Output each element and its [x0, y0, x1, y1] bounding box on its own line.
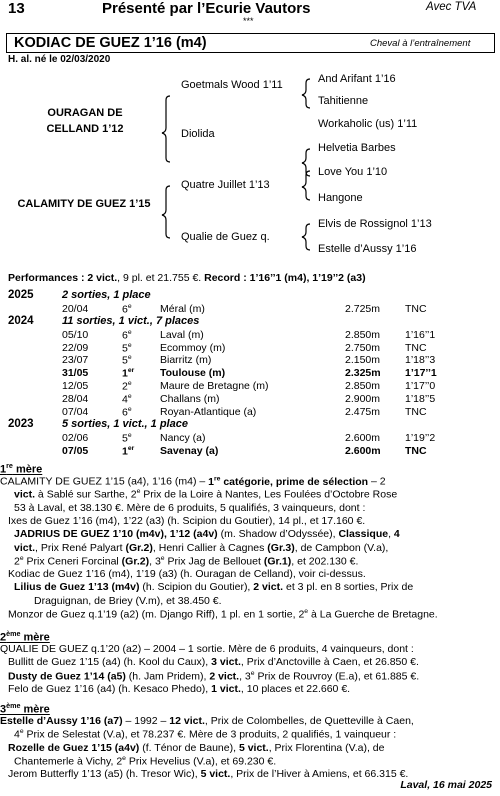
mere1-line: 53 à Laval, et 38.130 €. Mère de 6 produits, 5 qualifiés, 3 vainqueurs, dont :: [14, 501, 366, 514]
performances-record: Record : 1’16’’1 (m4), 1’19’’2 (a3): [204, 272, 366, 284]
performances-earnings: , 9 pl. et 21.755 €.: [117, 272, 205, 284]
performances-wins: Performances : 2 vict.: [8, 272, 118, 284]
race-dist: 2.600m: [345, 444, 381, 457]
race-date: 22/09: [62, 341, 89, 354]
race-date: 28/04: [62, 392, 89, 405]
race-place: 6e: [122, 328, 132, 342]
race-year: 2024: [8, 315, 34, 328]
pedigree-sire-sire: Goetmals Wood 1’11: [181, 79, 283, 91]
race-dist: 2.475m: [345, 405, 381, 418]
horse-name: KODIAC DE GUEZ 1’16 (m4): [14, 35, 207, 51]
race-hippo: Ecommoy (m): [160, 341, 226, 354]
race-time: TNC: [405, 405, 427, 418]
race-time: 1’17’’0: [405, 380, 436, 392]
mere2-line: Bullitt de Guez 1’15 (a4) (h. Kool du Caux), 3 vict., Prix d’Anctoville à Caen, et 26.850 €.: [8, 656, 419, 669]
race-date: 31/05: [62, 367, 89, 380]
race-time: TNC: [405, 302, 427, 315]
race-dist: 2.850m: [345, 328, 381, 341]
mere1-line: vict. à Sablé sur Sarthe, 2e Prix de la Loire à Nantes, Les Foulées d’Octobre Rose: [14, 488, 398, 501]
race-date: 07/04: [62, 405, 89, 418]
race-place: 6e: [122, 405, 132, 419]
race-hippo: Savenay (a): [160, 444, 219, 457]
pedigree-sss: And Arifant 1’16: [318, 73, 396, 85]
mere3-heading: 3ème mère: [0, 702, 50, 716]
pedigree-dam-dam: Qualie de Guez q.: [181, 231, 270, 243]
race-time: TNC: [405, 341, 427, 354]
mere1-line: Lilius de Guez 1’13 (m4v) (h. Scipion du Goutier), 2 vict. et 3 pl. en 8 sorties, Prix de: [14, 581, 414, 594]
page-title: Présenté par l’Ecurie Vautors: [102, 0, 311, 17]
race-time: 1’18’’3: [405, 354, 436, 367]
pedigree-sdd: Helvetia Barbes: [318, 142, 396, 154]
tva-label: Avec TVA: [426, 1, 477, 13]
header-stars: ***: [243, 16, 254, 26]
mere3-line: Jerom Butterfly 1’13 (a5) (h. Tresor Wic), 5 vict., Prix de l’Hiver à Amiens, et 66.315 €.: [8, 768, 409, 781]
race-date: 02/06: [62, 431, 89, 444]
pedigree-dds: Elvis de Rossignol 1’13: [318, 218, 432, 230]
mere1-line: Monzor de Guez q.1’19 (a2) (m. Django Riff), 1 pl. en 1 sortie, 2e à La Guerche de Bretagne.: [8, 608, 438, 621]
mere1-line: 2e Prix Ceneri Forcinal (Gr.2), 3e Prix Jag de Bellouet (Gr.1), et 202.130 €.: [14, 554, 359, 568]
race-dist: 2.900m: [345, 392, 381, 405]
race-dist: 2.150m: [345, 354, 381, 367]
race-time: TNC: [405, 444, 427, 457]
pedigree-sire-dam: Diolida: [181, 128, 215, 140]
race-place: 1er: [122, 444, 135, 458]
race-place: 4e: [122, 392, 132, 406]
mere1-line: CALAMITY DE GUEZ 1’15 (a4), 1’16 (m4) – 1re catégorie, prime de sélection – 2: [0, 475, 386, 488]
race-time: 1’19’’2: [405, 431, 436, 444]
mere1-heading: 1re mère: [0, 462, 43, 476]
mere2-line: Felo de Guez 1’16 (a4) (h. Kesaco Phedo), 1 vict., 10 places et 22.660 €.: [8, 682, 351, 695]
mere3-line: 4e Prix de Selestat (V.a), et 78.237 €. Mère de 3 produits, 2 qualifiés, 1 vainqueur :: [14, 728, 397, 741]
race-year-summary: 11 sorties, 1 vict., 7 places: [62, 315, 200, 328]
race-hippo: Méral (m): [160, 302, 205, 315]
race-time: 1’18’’5: [405, 392, 436, 405]
mere1-line: Draguignan, de Briey (V.m), et 38.450 €.: [34, 594, 222, 607]
mere2-line: Dusty de Guez 1’14 (a5) (h. Jam Pridem), 2 vict., 3e Prix de Rouvroy (E.a), et 61.885 €.: [8, 669, 420, 683]
race-place: 6e: [122, 302, 132, 315]
race-hippo: Challans (m): [160, 392, 220, 405]
pedigree-ddd: Estelle d’Aussy 1’16: [318, 243, 417, 255]
pedigree-dsd: Hangone: [318, 192, 363, 204]
pedigree-dss: Love You 1’10: [318, 166, 388, 178]
race-date: 12/05: [62, 380, 89, 392]
race-hippo: Nancy (a): [160, 431, 206, 444]
page-number: 13: [8, 0, 25, 17]
horse-status: Cheval à l’entraînement: [370, 38, 471, 49]
race-year-summary: 2 sorties, 1 place: [62, 289, 151, 301]
horse-birth: H. al. né le 02/03/2020: [8, 54, 111, 65]
pedigree-sds: Workaholic (us) 1’11: [318, 118, 418, 130]
mere1-line: vict., Prix René Palyart (Gr.2), Henri Callier à Cagnes (Gr.3), de Campbon (V.a),: [14, 541, 389, 554]
race-dist: 2.725m: [345, 302, 381, 315]
race-year: 2023: [8, 418, 34, 431]
race-year-summary: 5 sorties, 1 vict., 1 place: [62, 418, 188, 431]
pedigree-dam: CALAMITY DE GUEZ 1’15: [17, 198, 151, 210]
race-hippo: Laval (m): [160, 328, 204, 341]
mere3-line: Chantemerle à Vichy, 2e Prix Hevelius (V.a), et 69.230 €.: [14, 754, 277, 768]
pedigree-dam-sire: Quatre Juillet 1’13: [181, 179, 270, 191]
race-hippo: Biarritz (m): [160, 354, 212, 367]
race-place: 1er: [122, 367, 135, 380]
race-time: 1’16’’1: [405, 328, 436, 341]
race-place: 5e: [122, 354, 132, 367]
race-place: 5e: [122, 341, 132, 355]
race-date: 05/10: [62, 328, 89, 341]
race-hippo: Royan-Atlantique (a): [160, 405, 257, 418]
footer-place-date: Laval, 16 mai 2025: [400, 779, 492, 791]
race-place: 5e: [122, 431, 132, 445]
pedigree-ssd: Tahitienne: [318, 95, 369, 107]
race-date: 23/07: [62, 354, 89, 367]
race-hippo: Maure de Bretagne (m): [160, 380, 269, 392]
mere2-heading: 2ème mère: [0, 630, 50, 644]
race-time: 1’17’’1: [405, 367, 437, 380]
race-dist: 2.325m: [345, 367, 381, 380]
race-year: 2025: [8, 289, 34, 301]
race-dist: 2.750m: [345, 341, 381, 354]
mere1-line: Kodiac de Guez 1’16 (m4), 1’19 (a3) (h. Ouragan de Celland), voir ci-dessus.: [8, 568, 366, 581]
performances-summary: [8, 272, 366, 284]
race-date: 20/04: [62, 302, 89, 315]
mere1-line: JADRIUS DE GUEZ 1’10 (m4v), 1’12 (a4v) (m. Shadow d’Odyssée), Classique, 4: [14, 528, 400, 541]
mere3-line: Estelle d’Aussy 1’16 (a7) – 1992 – 12 vict., Prix de Colombelles, de Quetteville à Caen,: [0, 715, 414, 727]
race-date: 07/05: [62, 444, 89, 457]
race-hippo: Toulouse (m): [160, 367, 226, 380]
mere3-line: Rozelle de Guez 1’15 (a4v) (f. Ténor de Baune), 5 vict., Prix Florentina (V.a), de: [8, 741, 385, 754]
race-dist: 2.850m: [345, 380, 381, 392]
race-place: 2e: [122, 380, 132, 393]
mere2-line: QUALIE DE GUEZ q.1’20 (a2) – 2004 – 1 sortie. Mère de 6 produits, 4 vainqueurs, dont :: [0, 643, 414, 655]
pedigree-sire: OURAGAN DE CELLAND 1’12: [46, 107, 124, 135]
race-dist: 2.600m: [345, 431, 381, 444]
mere1-line: Ixes de Guez 1’16 (m4), 1’22 (a3) (h. Scipion du Goutier), 14 pl., et 17.160 €.: [8, 514, 366, 527]
